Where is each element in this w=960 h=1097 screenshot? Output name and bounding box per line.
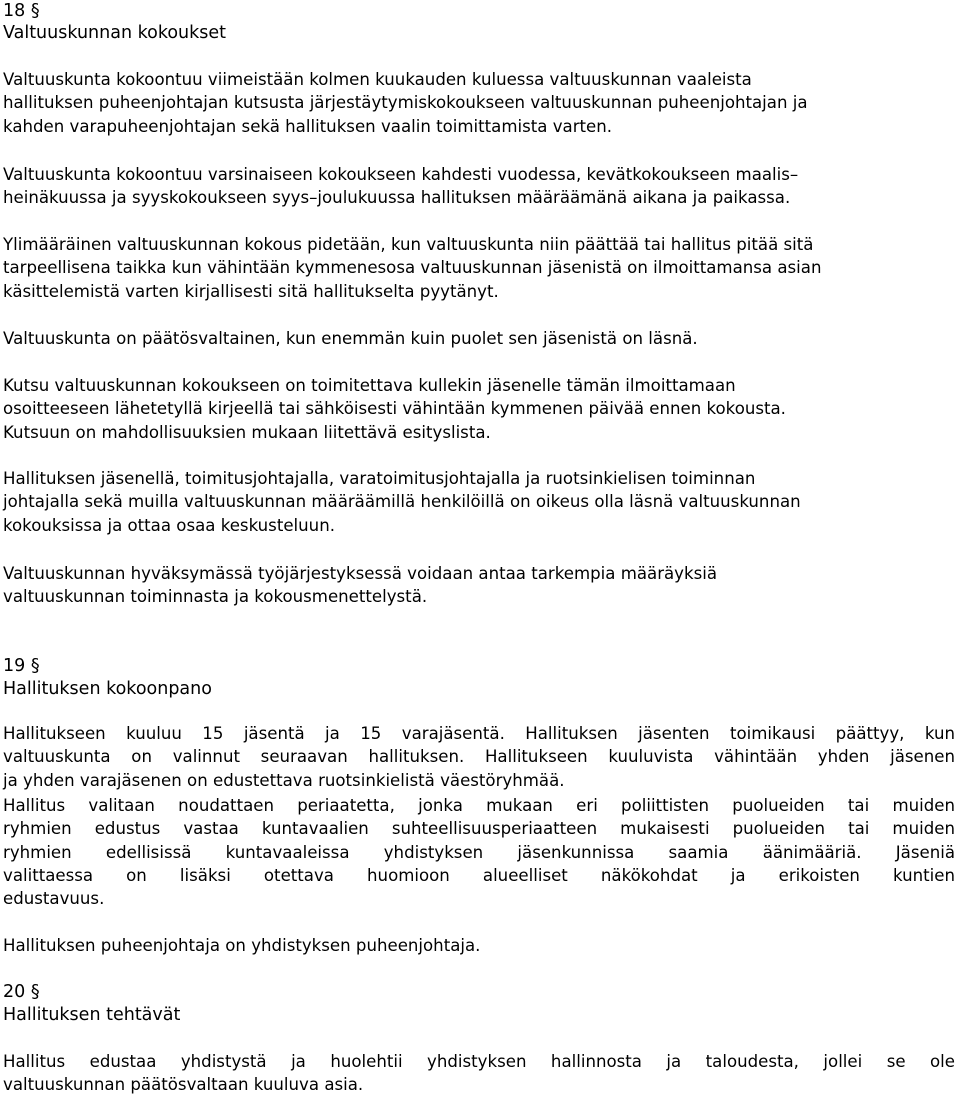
text-line: Valtuuskunta kokoontuu varsinaiseen kokoukseen kahdesti vuodessa, kevätkokoukseen maalis– (3, 165, 799, 184)
section-number: 18 § (3, 1, 40, 21)
text-line: käsittelemistä varten kirjallisesti sitä hallitukselta pyytänyt. (3, 281, 499, 301)
paragraph (3, 163, 955, 210)
text-line: Hallituksen puheenjohtaja on yhdistyksen puheenjohtaja. (3, 936, 481, 955)
paragraph (3, 794, 955, 910)
text-line: kokouksissa ja ottaa osaa keskusteluun. (3, 515, 335, 535)
paragraph (3, 327, 955, 350)
paragraph (3, 374, 955, 444)
paragraph (3, 233, 955, 303)
text-line: ryhmien edellisissä kuntavaaleissa yhdistyksen jäsenkunnissa saamia äänimääriä. Jäseniä (3, 842, 955, 862)
text-line: valtuuskunnan toiminnasta ja kokousmenettelystä. (3, 587, 428, 607)
text-line: Ylimääräinen valtuuskunnan kokous pidetään, kun valtuuskunta niin päättää tai hallitus pitää sitä (3, 235, 814, 254)
text-line: kahden varapuheenjohtajan sekä hallituksen vaalin toimittamista varten. (3, 116, 613, 136)
text-line: ryhmien edustus vastaa kuntavaalien suhteellisuusperiaatteen mukaisesti puolueiden tai muiden (3, 819, 955, 839)
text-line: osoitteeseen lähetetyllä kirjeellä tai sähköisesti vähintään kymmenen päivää ennen kokousta. (3, 399, 786, 419)
text-line: Valtuuskunnan hyväksymässä työjärjestyksessä voidaan antaa tarkempia määräyksiä (3, 564, 718, 583)
text-line: valtuuskunnan päätösvaltaan kuuluva asia. (3, 1075, 364, 1095)
text-line: johtajalla sekä muilla valtuuskunnan määräämillä henkilöillä on oikeus olla läsnä valtuuskunnan (3, 492, 801, 512)
paragraph (3, 68, 955, 138)
text-line: Hallitus edustaa yhdistystä ja huolehtii yhdistyksen hallinnosta ja taloudesta, jollei se ole (3, 1052, 955, 1071)
text-line: Hallituksen jäsenellä, toimitusjohtajalla, varatoimitusjohtajalla ja ruotsinkielisen toiminnan (3, 469, 756, 488)
text-line: hallituksen puheenjohtajan kutsusta järjestäytymiskokoukseen valtuuskunnan puheenjohtajan ja (3, 93, 808, 113)
text-line: heinäkuussa ja syyskokoukseen syys–joulukuussa hallituksen määräämänä aikana ja paikassa. (3, 188, 791, 208)
text-line: tarpeellisena taikka kun vähintään kymmenesosa valtuuskunnan jäsenistä on ilmoittamansa asian (3, 258, 822, 278)
paragraph (3, 1050, 955, 1097)
text-line: Valtuuskunta on päätösvaltainen, kun enemmän kuin puolet sen jäsenistä on läsnä. (3, 329, 698, 348)
paragraph (3, 562, 955, 609)
text-line: ja yhden varajäsenen on edustettava ruotsinkielistä väestöryhmää. (3, 770, 565, 790)
text-line: valittaessa on lisäksi otettava huomioon alueelliset näkökohdat ja erikoisten kuntien (3, 865, 955, 885)
paragraph (3, 722, 955, 792)
text-line: Hallitukseen kuuluu 15 jäsentä ja 15 varajäsentä. Hallituksen jäsenten toimikausi päättyy, kun (3, 724, 955, 743)
paragraph (3, 934, 955, 957)
section-title: Hallituksen kokoonpano (3, 679, 212, 699)
section-number: 19 § (3, 656, 40, 676)
section-number: 20 § (3, 982, 40, 1002)
text-line: Kutsuun on mahdollisuuksien mukaan liitettävä esityslista. (3, 422, 491, 442)
paragraph (3, 467, 955, 537)
section-title: Hallituksen tehtävät (3, 1005, 181, 1025)
text-line: Kutsu valtuuskunnan kokoukseen on toimitettava kullekin jäsenelle tämän ilmoittamaan (3, 376, 736, 395)
section-title: Valtuuskunnan kokoukset (3, 23, 227, 43)
text-line: edustavuus. (3, 889, 105, 909)
text-line: Hallitus valitaan noudattaen periaatetta, jonka mukaan eri poliittisten puolueiden tai muiden (3, 796, 955, 815)
text-line: Valtuuskunta kokoontuu viimeistään kolmen kuukauden kuluessa valtuuskunnan vaaleista (3, 70, 752, 89)
text-line: valtuuskunta on valinnut seuraavan hallituksen. Hallitukseen kuuluvista vähintään yhden jäsenen (3, 747, 955, 767)
